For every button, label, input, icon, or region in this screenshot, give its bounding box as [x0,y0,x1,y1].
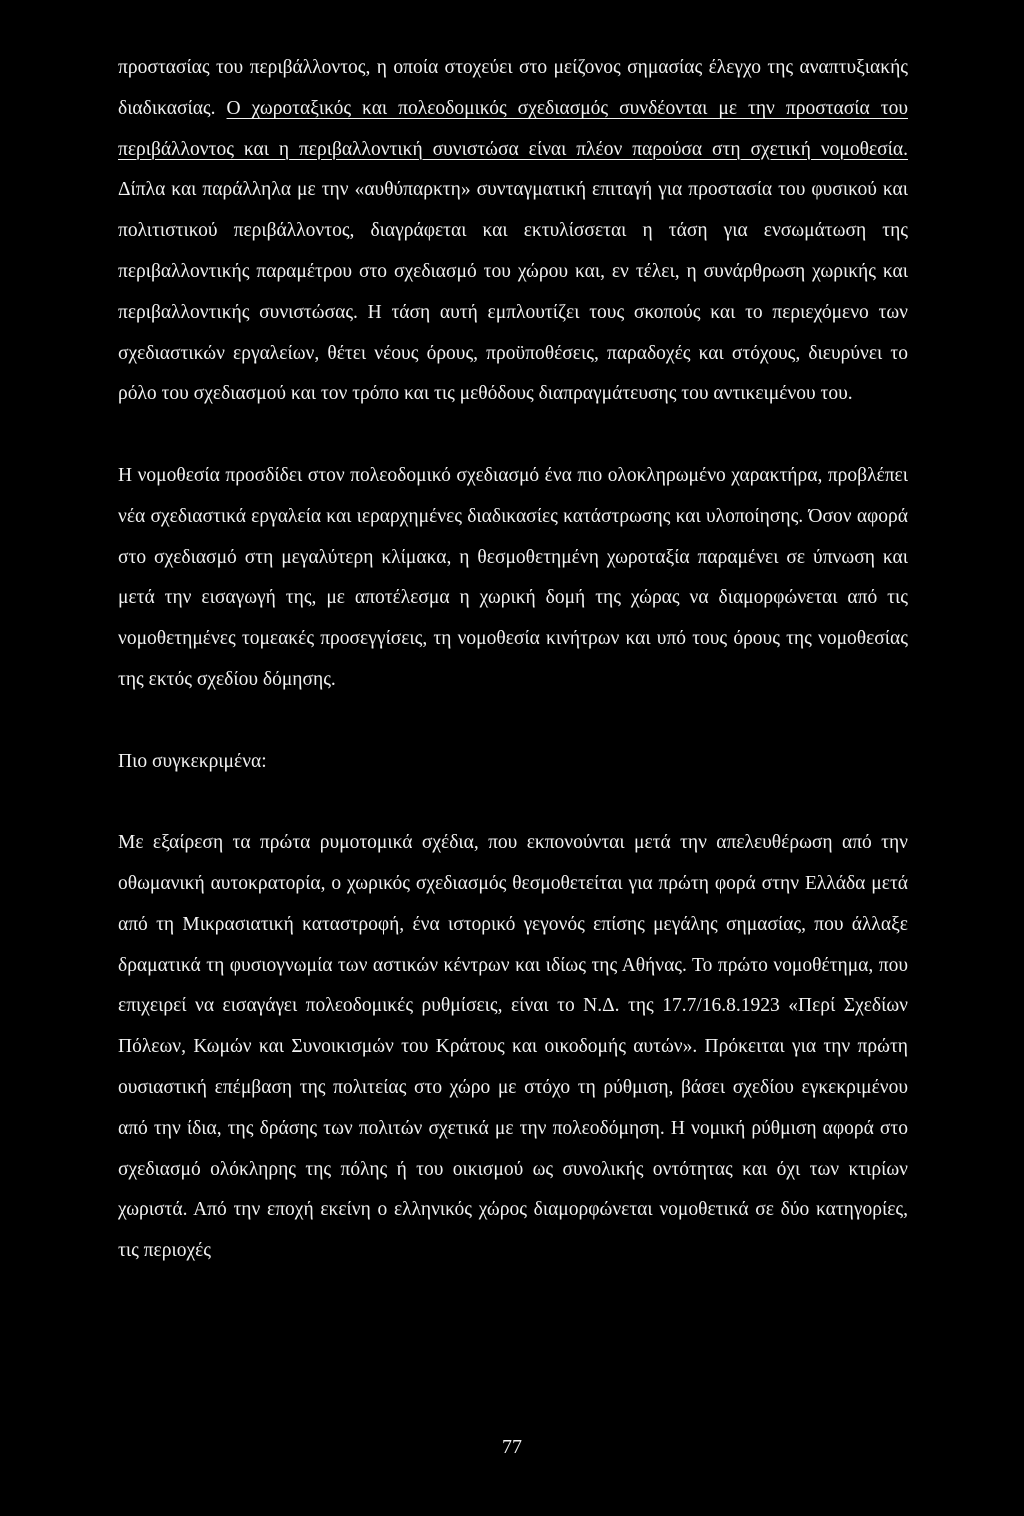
paragraph-2: Η νομοθεσία προσδίδει στον πολεοδομικό σχεδιασμό ένα πιο ολοκληρωμένο χαρακτήρα, προβλέπει νέα σχεδιαστικά εργαλεία και ιεραρχημένες διαδικασίες κατάστρωσης και υλοποίησης. Όσον αφορά στο σχεδιασμό στη μεγαλύτερη κλίμακα, η θεσμοθετημένη χωροταξία παραμένει σε ύπνωση και μετά την εισαγωγή της, με αποτέλεσμα η χωρική δομή της χώρας να διαμορφώνεται από τις νομοθετημένες τομεακές προσεγγίσεις, τη νομοθεσία κινήτρων και υπό τους όρους της νομοθεσίας της εκτός σχεδίου δόμησης. [118,464,908,690]
page-body [118,48,908,1272]
paragraph-1 [118,48,908,415]
subheading: Πιο συγκεκριμένα: [118,750,267,772]
paragraph-spacer [118,782,908,823]
paragraph-spacer [118,701,908,742]
paragraph-1-text-b: Δίπλα και παράλληλα με την «αυθύπαρκτη» συνταγματική επιταγή για προστασία του φυσικού και πολιτιστικού περιβάλλοντος, διαγράφεται και εκτυλίσσεται η τάση για ενσωμάτωση της περιβαλλοντικής παραμέτρου στο σχεδιασμό του χώρου και, εν τέλει, η συνάρθρωση χωρικής και περιβαλλοντικής συνιστώσας. Η τάση αυτή εμπλουτίζει τους σκοπούς και το περιεχόμενο των σχεδιαστικών εργαλείων, θέτει νέους όρους, προϋποθέσεις, παραδοχές και στόχους, διευρύνει το ρόλο του σχεδιασμού και τον τρόπο και τις μεθόδους διαπραγμάτευσης του αντικειμένου του. [118,179,908,405]
paragraph-3: Με εξαίρεση τα πρώτα ρυμοτομικά σχέδια, που εκπονούνται μετά την απελευθέρωση από την οθωμανική αυτοκρατορία, ο χωρικός σχεδιασμός θεσμοθετείται για πρώτη φορά στην Ελλάδα μετά από τη Μικρασιατική καταστροφή, ένα ιστορικό γεγονός επίσης μεγάλης σημασίας, που άλλαξε δραματικά τη φυσιογνωμία των αστικών κέντρων και ιδίως της Αθήνας. Το πρώτο νομοθέτημα, που επιχειρεί να εισαγάγει πολεοδομικές ρυθμίσεις, είναι το Ν.Δ. της 17.7/16.8.1923 «Περί Σχεδίων Πόλεων, Κωμών και Συνοικισμών του Κράτους και οικοδομής αυτών». Πρόκειται για την πρώτη ουσιαστική επέμβαση της πολιτείας στο χώρο με στόχο τη ρύθμιση, βάσει σχεδίου εγκεκριμένου από την ίδια, της δράσης των πολιτών σχετικά με την πολεοδόμηση. Η νομική ρύθμιση αφορά στο σχεδιασμό ολόκληρης της πόλης ή του οικισμού ως συνολικής οντότητας και όχι των κτιρίων χωριστά. Από την εποχή εκείνη ο ελληνικός χώρος διαμορφώνεται νομοθετικά σε δύο κατηγορίες, τις περιοχές [118,832,908,1262]
paragraph-1-text-a: προστασίας του περιβάλλοντος, η οποία στοχεύει στο μείζονος σημασίας έλεγχο της αναπτυξιακής διαδικασίας. [118,57,908,119]
paragraph-spacer [118,415,908,456]
paragraph-1-underlined-text: Ο χωροταξικός και πολεοδομικός σχεδιασμός συνδέονται με την προστασία του περιβάλλοντος και η περιβαλλοντική συνιστώσα είναι πλέον παρούσα στη σχετική νομοθεσία. [118,97,909,160]
page-number: 77 [502,1436,522,1458]
